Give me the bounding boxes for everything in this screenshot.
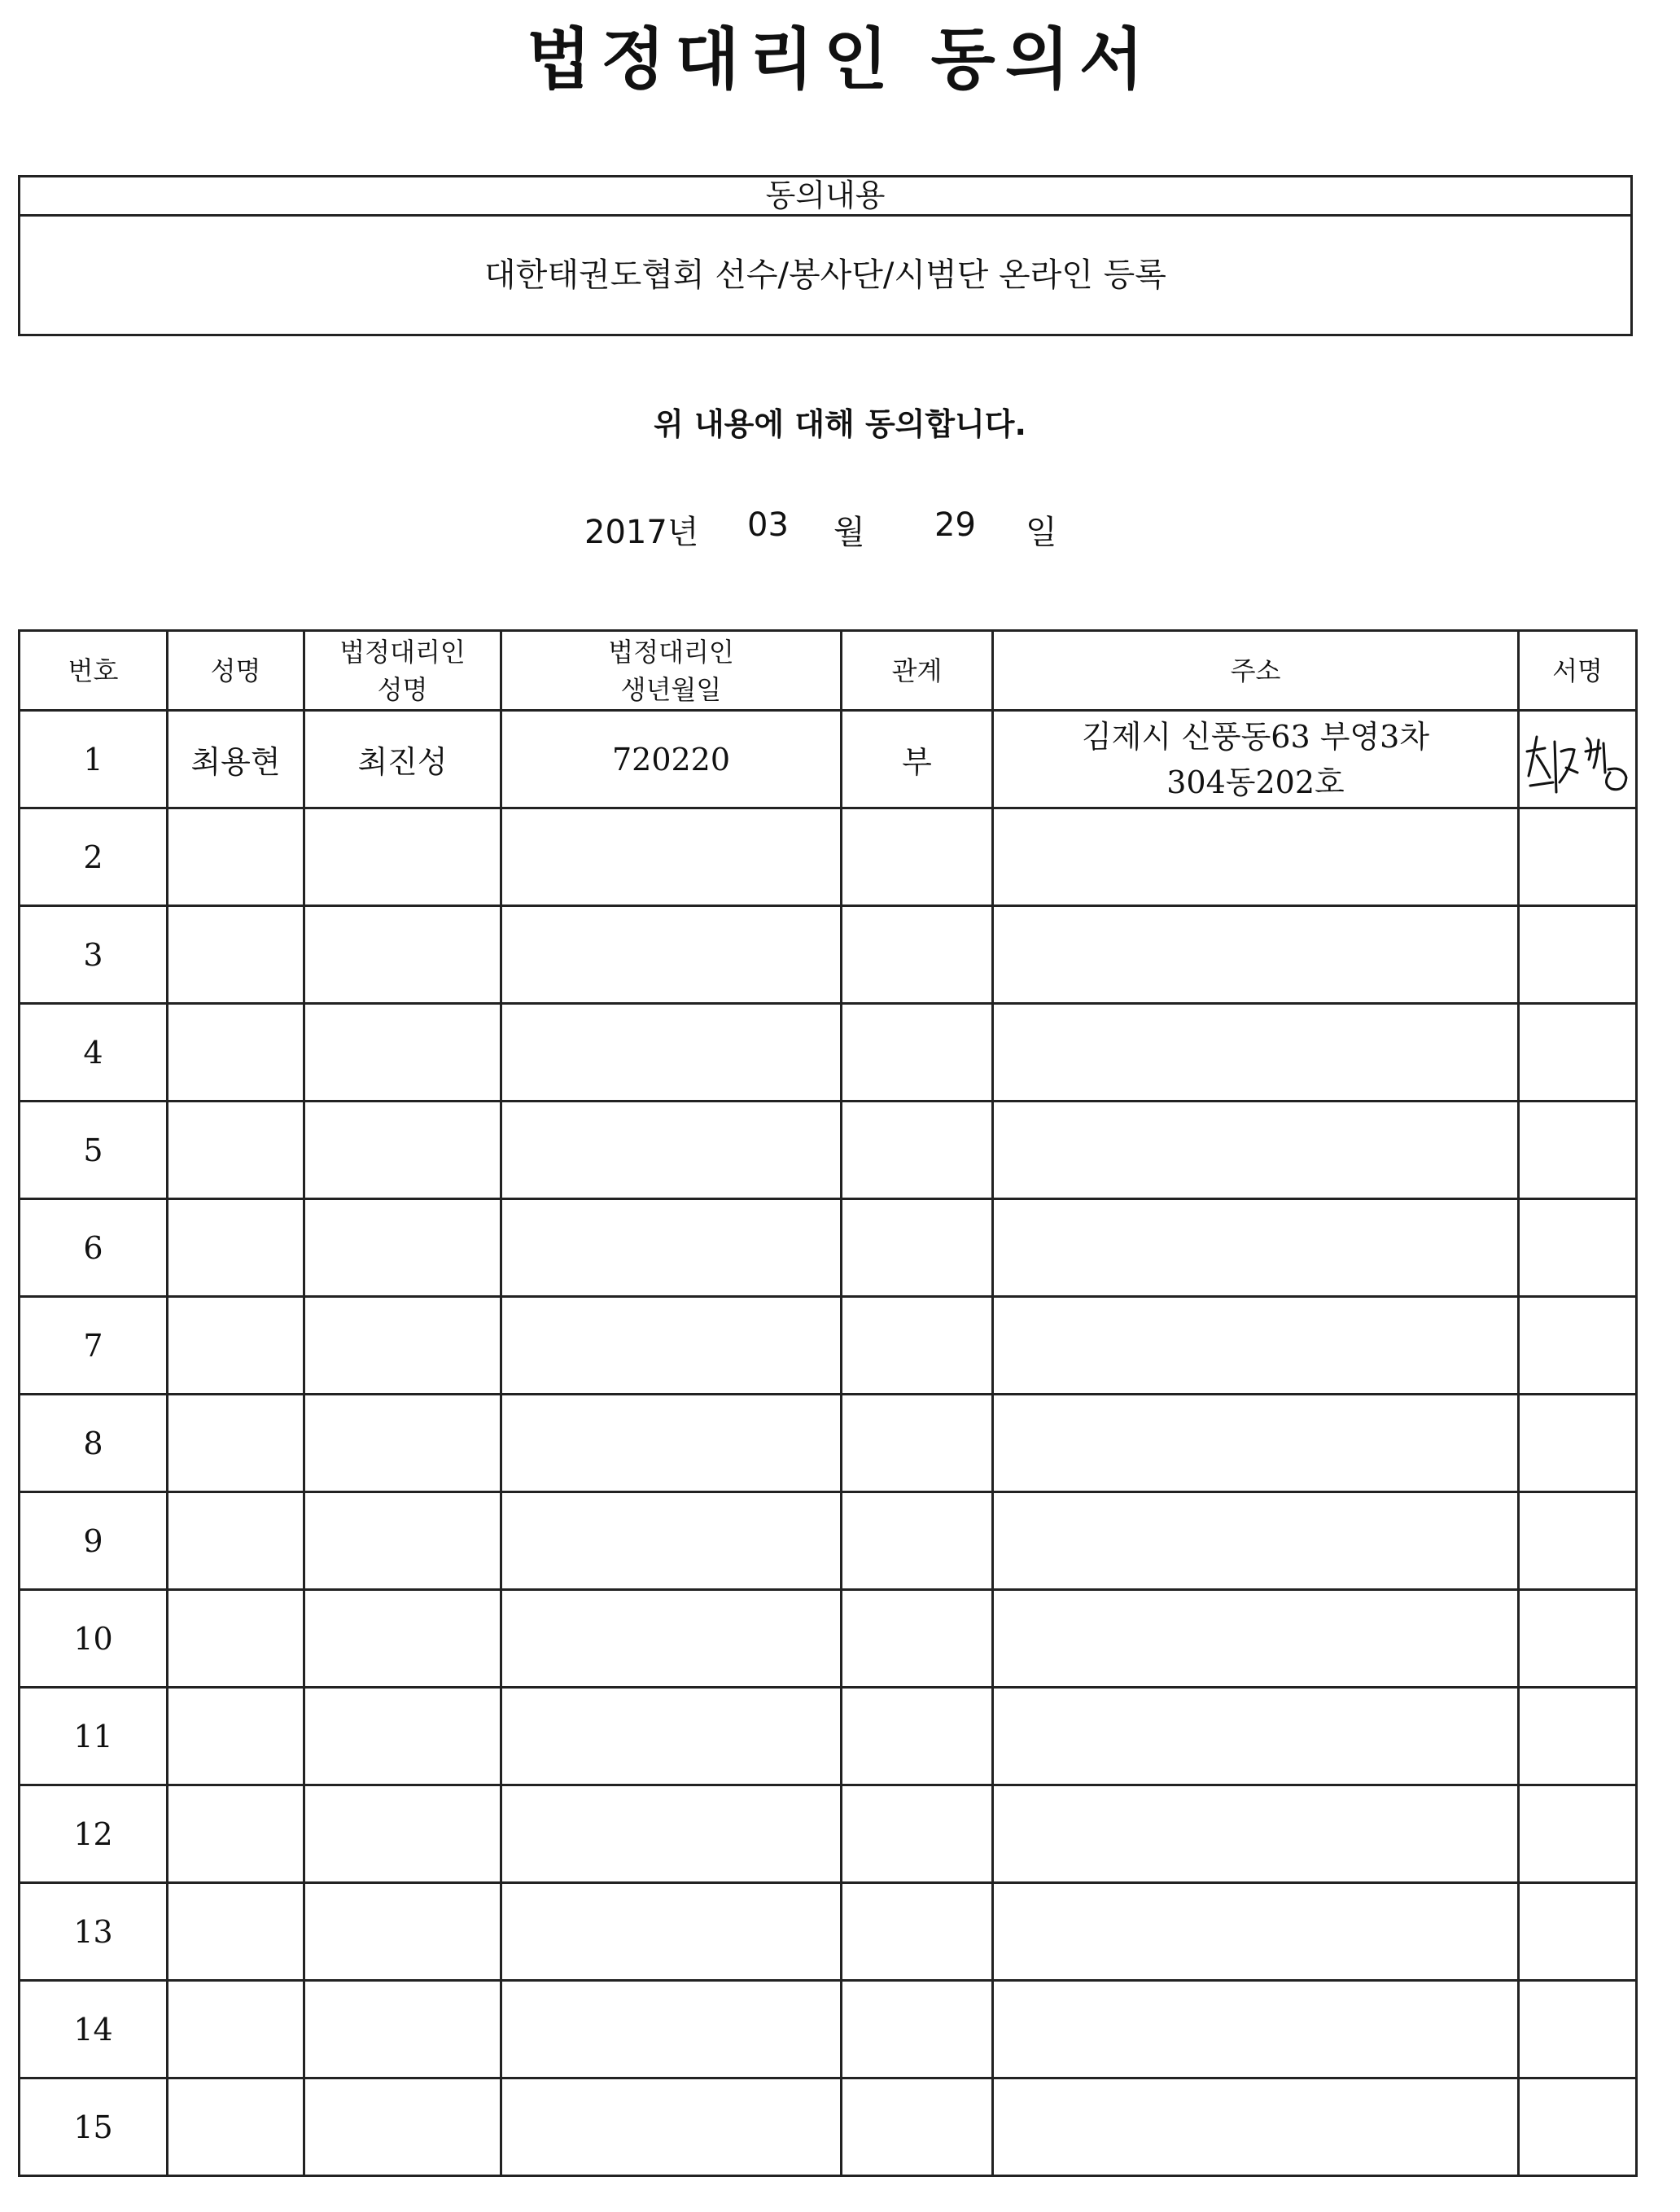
cell-address-line2: 304동202호	[1166, 764, 1345, 800]
date-day-unit: 일	[1026, 514, 1057, 551]
cell-guardian-birth	[501, 1981, 842, 2078]
cell-signature	[1519, 808, 1637, 906]
agreement-statement: 위 내용에 대해 동의합니다.	[654, 406, 1026, 442]
date-month: 03	[747, 506, 789, 544]
cell-address	[993, 808, 1519, 906]
cell-relation	[842, 1297, 993, 1395]
header-name: 성명	[168, 631, 304, 711]
cell-relation	[842, 1883, 993, 1981]
cell-guardian-name	[304, 1981, 501, 2078]
signing-date	[0, 506, 1680, 551]
cell-address	[993, 1395, 1519, 1492]
cell-relation	[842, 808, 993, 906]
cell-relation	[842, 2078, 993, 2176]
header-guardian-name-line2: 성명	[377, 673, 428, 705]
cell-relation	[842, 1492, 993, 1590]
header-signature: 서명	[1519, 631, 1637, 711]
header-guardian-name	[304, 631, 501, 711]
table-row	[20, 1004, 1637, 1102]
table-row	[20, 1297, 1637, 1395]
cell-name	[168, 1004, 304, 1102]
cell-guardian-birth	[501, 1785, 842, 1883]
header-relation: 관계	[842, 631, 993, 711]
cell-address	[993, 1102, 1519, 1199]
cell-guardian-birth	[501, 1883, 842, 1981]
cell-name	[168, 1395, 304, 1492]
cell-address	[993, 1297, 1519, 1395]
cell-no: 12	[20, 1785, 168, 1883]
cell-guardian-birth	[501, 1590, 842, 1688]
cell-name	[168, 1883, 304, 1981]
consent-content: 대한태권도협회 선수/봉사단/시범단 온라인 등록	[484, 256, 1166, 294]
date-month-unit: 월	[833, 514, 865, 551]
cell-name	[168, 1981, 304, 2078]
table-row	[20, 1883, 1637, 1981]
cell-relation	[842, 1004, 993, 1102]
cell-guardian-name	[304, 1590, 501, 1688]
cell-no: 1	[20, 711, 168, 808]
cell-signature	[1519, 711, 1637, 808]
cell-no: 11	[20, 1688, 168, 1785]
guardian-table	[18, 629, 1638, 2177]
cell-guardian-birth	[501, 1004, 842, 1102]
cell-guardian-name: 최진성	[304, 711, 501, 808]
cell-signature	[1519, 1688, 1637, 1785]
cell-signature	[1519, 1395, 1637, 1492]
cell-guardian-birth	[501, 1395, 842, 1492]
cell-name	[168, 2078, 304, 2176]
cell-signature	[1519, 1297, 1637, 1395]
cell-guardian-birth: 720220	[501, 711, 842, 808]
cell-address	[993, 1785, 1519, 1883]
cell-address	[993, 1590, 1519, 1688]
cell-guardian-birth	[501, 1102, 842, 1199]
cell-guardian-birth	[501, 906, 842, 1004]
cell-name: 최용현	[168, 711, 304, 808]
header-guardian-birth-line1: 법정대리인	[608, 636, 734, 668]
cell-guardian-name	[304, 2078, 501, 2176]
cell-guardian-name	[304, 1395, 501, 1492]
table-row	[20, 2078, 1637, 2176]
table-row	[20, 1395, 1637, 1492]
header-address: 주소	[993, 631, 1519, 711]
table-row	[20, 1199, 1637, 1297]
cell-no: 5	[20, 1102, 168, 1199]
table-row	[20, 808, 1637, 906]
cell-no: 8	[20, 1395, 168, 1492]
cell-relation	[842, 1199, 993, 1297]
cell-relation	[842, 906, 993, 1004]
cell-no: 15	[20, 2078, 168, 2176]
cell-guardian-birth	[501, 2078, 842, 2176]
cell-relation	[842, 1785, 993, 1883]
date-day: 29	[934, 506, 976, 544]
document-title: 법정대리인 동의서	[526, 21, 1154, 99]
header-guardian-name-line1: 법정대리인	[339, 636, 466, 668]
cell-relation	[842, 1590, 993, 1688]
cell-signature	[1519, 1590, 1637, 1688]
cell-no: 7	[20, 1297, 168, 1395]
date-year: 2017년	[584, 514, 699, 551]
table-header-row	[20, 631, 1637, 711]
table-row	[20, 1590, 1637, 1688]
cell-address-line1: 김제시 신풍동63 부영3차	[1081, 718, 1430, 755]
cell-guardian-name	[304, 808, 501, 906]
cell-relation	[842, 1688, 993, 1785]
cell-no: 6	[20, 1199, 168, 1297]
cell-guardian-birth	[501, 1688, 842, 1785]
cell-name	[168, 906, 304, 1004]
cell-guardian-birth	[501, 1297, 842, 1395]
cell-guardian-name	[304, 1004, 501, 1102]
cell-address	[993, 906, 1519, 1004]
cell-signature	[1519, 1102, 1637, 1199]
cell-address	[993, 1883, 1519, 1981]
cell-name	[168, 1785, 304, 1883]
cell-name	[168, 1199, 304, 1297]
cell-signature	[1519, 1785, 1637, 1883]
cell-guardian-name	[304, 1102, 501, 1199]
cell-name	[168, 1688, 304, 1785]
cell-guardian-birth	[501, 1199, 842, 1297]
cell-name	[168, 808, 304, 906]
cell-guardian-name	[304, 1883, 501, 1981]
cell-guardian-birth	[501, 1492, 842, 1590]
cell-guardian-name	[304, 1785, 501, 1883]
cell-signature	[1519, 906, 1637, 1004]
cell-signature	[1519, 1492, 1637, 1590]
cell-signature	[1519, 1981, 1637, 2078]
cell-signature	[1519, 1883, 1637, 1981]
cell-no: 10	[20, 1590, 168, 1688]
cell-relation	[842, 1395, 993, 1492]
consent-header: 동의내용	[20, 177, 1630, 217]
cell-no: 4	[20, 1004, 168, 1102]
cell-relation	[842, 1981, 993, 2078]
cell-name	[168, 1297, 304, 1395]
cell-name	[168, 1102, 304, 1199]
consent-box	[18, 175, 1633, 336]
table-row	[20, 1785, 1637, 1883]
cell-signature	[1519, 2078, 1637, 2176]
cell-no: 2	[20, 808, 168, 906]
cell-no: 14	[20, 1981, 168, 2078]
cell-guardian-birth	[501, 808, 842, 906]
cell-relation	[842, 1102, 993, 1199]
handwritten-signature	[1520, 719, 1634, 800]
cell-address	[993, 1492, 1519, 1590]
cell-address	[993, 1688, 1519, 1785]
cell-address	[993, 2078, 1519, 2176]
table-row	[20, 1688, 1637, 1785]
cell-address	[993, 1981, 1519, 2078]
header-no: 번호	[20, 631, 168, 711]
cell-name	[168, 1492, 304, 1590]
cell-name	[168, 1590, 304, 1688]
table-row	[20, 1102, 1637, 1199]
cell-relation: 부	[842, 711, 993, 808]
cell-signature	[1519, 1004, 1637, 1102]
cell-no: 3	[20, 906, 168, 1004]
table-row	[20, 906, 1637, 1004]
cell-guardian-name	[304, 1199, 501, 1297]
cell-address	[993, 1199, 1519, 1297]
header-guardian-birth	[501, 631, 842, 711]
cell-signature	[1519, 1199, 1637, 1297]
table-row	[20, 1981, 1637, 2078]
cell-address	[993, 711, 1519, 808]
table-row	[20, 1492, 1637, 1590]
cell-no: 13	[20, 1883, 168, 1981]
cell-address	[993, 1004, 1519, 1102]
cell-guardian-name	[304, 1297, 501, 1395]
cell-guardian-name	[304, 1492, 501, 1590]
cell-no: 9	[20, 1492, 168, 1590]
cell-guardian-name	[304, 906, 501, 1004]
header-guardian-birth-line2: 생년월일	[620, 673, 722, 705]
table-row	[20, 711, 1637, 808]
cell-guardian-name	[304, 1688, 501, 1785]
